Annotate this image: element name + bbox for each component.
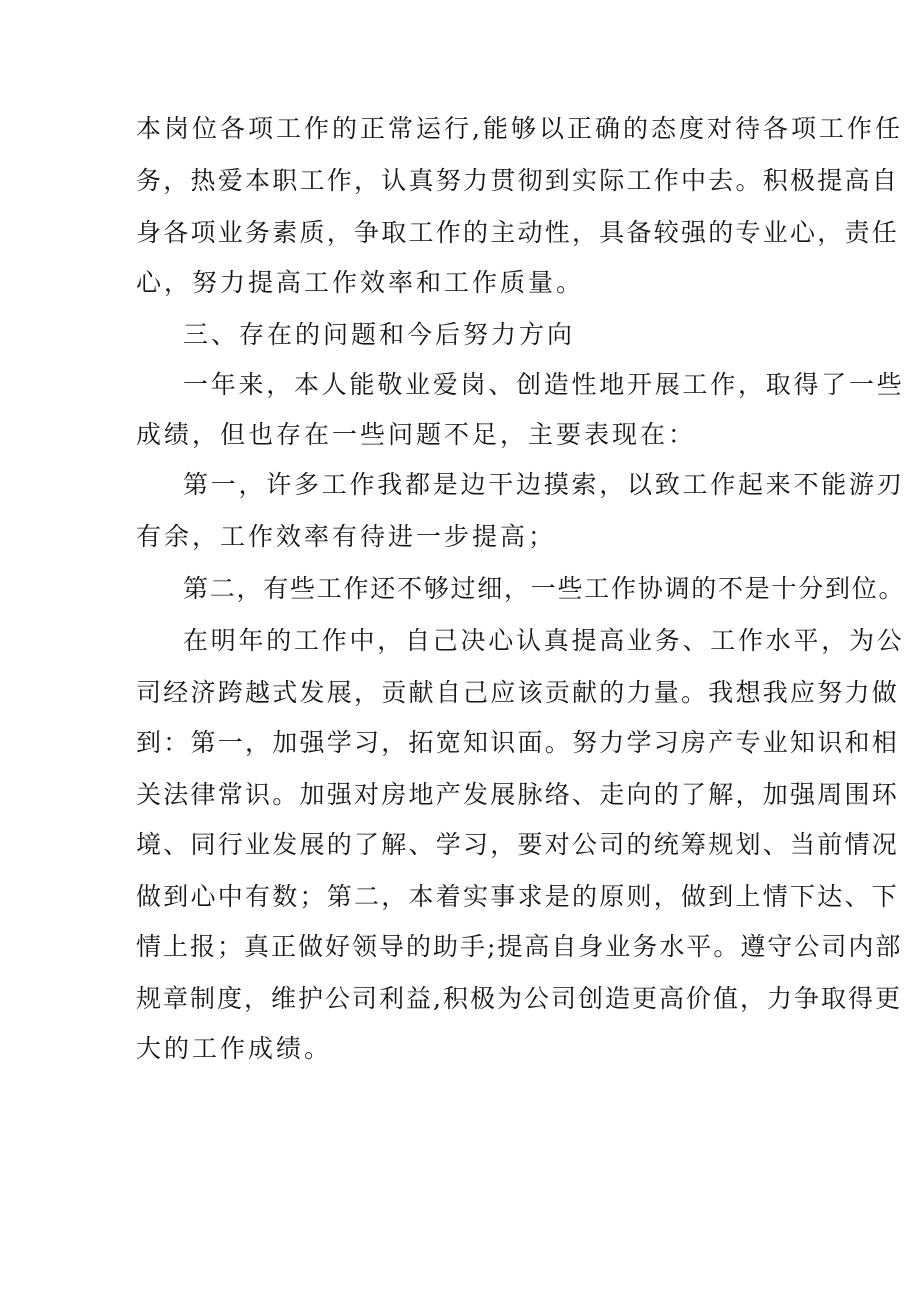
text-line-6: 一年来，本人能敬业爱岗、创造性地开展工作，取得了一些 bbox=[183, 370, 905, 399]
text-line-11: 在明年的工作中，自己决心认真提高业务、工作水平，为公 bbox=[183, 626, 905, 655]
text-line-3: 身各项业务素质，争取工作的主动性，具备较强的专业心，责任 bbox=[136, 218, 900, 247]
text-line-19: 大的工作成绩。 bbox=[136, 1034, 333, 1063]
text-line-1: 本岗位各项工作的正常运行,能够以正确的态度对待各项工作任 bbox=[136, 114, 903, 143]
text-line-9: 有余，工作效率有待进一步提高； bbox=[136, 522, 557, 551]
text-line-7: 成绩，但也存在一些问题不足，主要表现在： bbox=[136, 420, 697, 449]
text-line-10: 第二，有些工作还不够过细，一些工作协调的不是十分到位。 bbox=[183, 574, 906, 603]
text-line-17: 情上报；真正做好领导的助手;提高自身业务水平。遵守公司内部 bbox=[136, 932, 903, 961]
text-line-8: 第一，许多工作我都是边干边摸索，以致工作起来不能游刃 bbox=[183, 470, 905, 499]
text-line-18: 规章制度，维护公司利益,积极为公司创造更高价值，力争取得更 bbox=[136, 984, 902, 1013]
section-heading: 三、存在的问题和今后努力方向 bbox=[183, 320, 576, 349]
text-line-15: 境、同行业发展的了解、学习，要对公司的统筹规划、当前情况 bbox=[136, 830, 900, 859]
text-line-14: 关法律常识。加强对房地产发展脉络、走向的了解，加强周围环 bbox=[136, 780, 900, 809]
text-line-12: 司经济跨越式发展，贡献自己应该贡献的力量。我想我应努力做 bbox=[136, 678, 900, 707]
text-line-4: 心，努力提高工作效率和工作质量。 bbox=[136, 268, 585, 297]
text-line-16: 做到心中有数；第二，本着实事求是的原则，做到上情下达、下 bbox=[136, 882, 900, 911]
text-line-13: 到：第一，加强学习，拓宽知识面。努力学习房产专业知识和相 bbox=[136, 728, 900, 757]
text-line-2: 务，热爱本职工作，认真努力贯彻到实际工作中去。积极提高自 bbox=[136, 166, 900, 195]
